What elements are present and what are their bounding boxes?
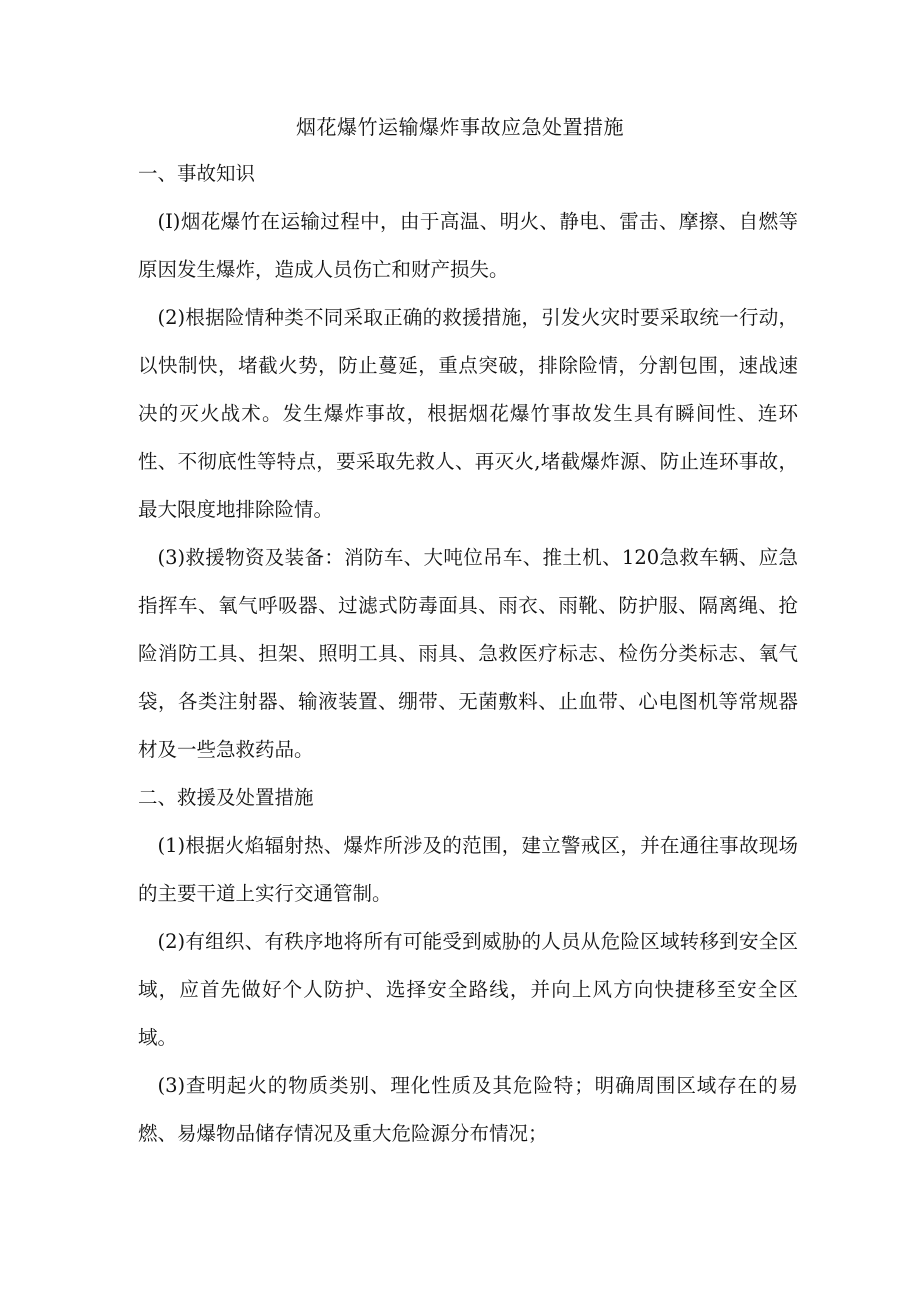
paragraph-hazard-identification: (3)查明起火的物质类别、理化性质及其危险特；明确周围区域存在的易燃、易爆物品储存情况及重大危险源分布情况； [138, 1074, 798, 1145]
paragraph-warning-zone: (1)根据火焰辐射热、爆炸所涉及的范围，建立警戒区，并在通往事故现场的主要干道上实行交通管制。 [138, 834, 798, 905]
paragraph-rescue-tactics: (2)根据险情种类不同采取正确的救援措施，引发火灾时要采取统一行动，以快制快，堵截火势，防止蔓延，重点突破，排除险情，分割包围，速战速决的灭火战术。发生爆炸事故，根据烟花爆竹事故发生具有瞬间性、连环性、不彻底性等特点，要采取先救人、再灭火,堵截爆炸源、防止连环事故，最大限度地排除险情。 [138, 306, 798, 521]
document-title: 烟花爆竹运输爆炸事故应急处置措施 [296, 115, 624, 139]
document-body [138, 150, 798, 1158]
section-heading-accident-knowledge: 一、事故知识 [138, 162, 256, 185]
paragraph-evacuation: (2)有组织、有秩序地将所有可能受到威胁的人员从危险区域转移到安全区域，应首先做好个人防护、选择安全路线，并向上风方向快捷移至安全区域。 [138, 930, 798, 1049]
paragraph-causes: (I)烟花爆竹在运输过程中，由于高温、明火、静电、雷击、摩擦、自燃等原因发生爆炸，造成人员伤亡和财产损失。 [138, 210, 798, 281]
paragraph-equipment: (3)救援物资及装备：消防车、大吨位吊车、推土机、120急救车辆、应急指挥车、氧气呼吸器、过滤式防毒面具、雨衣、雨靴、防护服、隔离绳、抢险消防工具、担架、照明工具、雨具、急救医疗标志、检伤分类标志、氧气袋，各类注射器、输液装置、绷带、无菌敷料、止血带、心电图机等常规器材及一些急救药品。 [138, 546, 798, 761]
section-heading-rescue-measures: 二、救援及处置措施 [138, 786, 314, 809]
